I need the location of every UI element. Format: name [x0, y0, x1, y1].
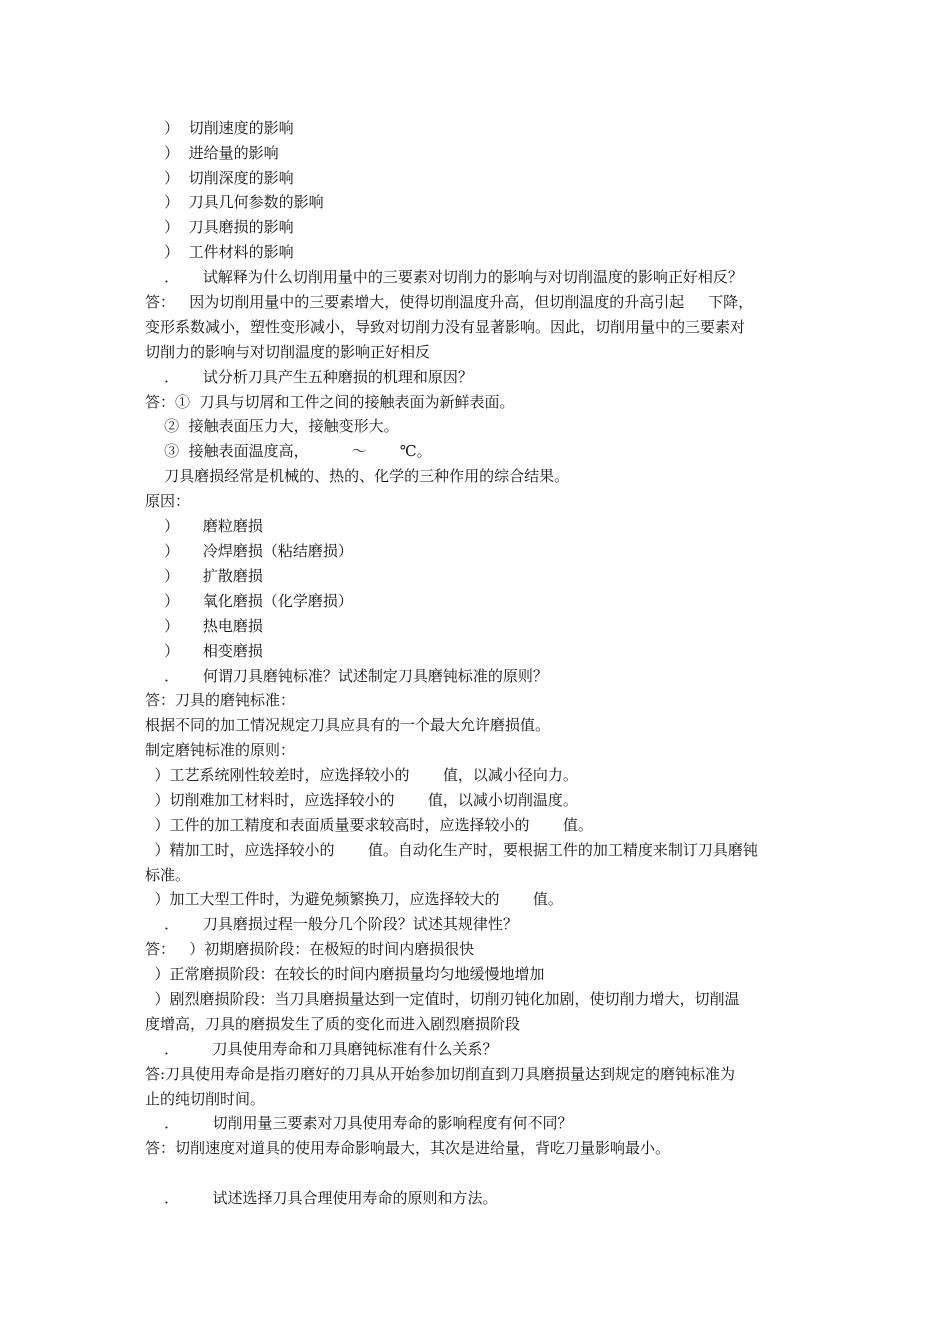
text-line: 切削力的影响与对切削温度的影响正好相反	[145, 343, 431, 361]
text-line: ． 刀具使用寿命和刀具磨钝标准有什么关系？	[145, 1040, 498, 1058]
text-line: ）剧烈磨损阶段：当刀具磨损量达到一定值时，切削刃钝化加剧，使切削力增大，切削温	[145, 990, 740, 1008]
text-line: 答： 因为切削用量中的三要素增大，使得切削温度升高，但切削温度的升高引起 下降，	[145, 293, 754, 311]
text-line: 原因：	[145, 492, 191, 510]
text-line: 度增高，刀具的磨损发生了质的变化而进入剧烈磨损阶段	[145, 1015, 521, 1033]
text-line: ） 工件材料的影响	[145, 243, 294, 261]
text-line: ） 热电磨损	[145, 617, 263, 635]
text-line: ） 切削速度的影响	[145, 119, 294, 137]
text-line: 答： ）初期磨损阶段：在极短的时间内磨损很快	[145, 940, 475, 958]
text-line: 根据不同的加工情况规定刀具应具有的一个最大允许磨损值。	[145, 716, 551, 734]
text-line: 标准。	[145, 866, 191, 884]
text-line: ）工艺系统刚性较差时，应选择较小的 值，以减小径向力。	[145, 766, 578, 784]
text-line: 制定磨钝标准的原则：	[145, 741, 296, 759]
text-line: ． 试述选择刀具合理使用寿命的原则和方法。	[145, 1189, 498, 1207]
text-line: ）工件的加工精度和表面质量要求较高时，应选择较小的 值。	[145, 816, 593, 834]
text-line: ． 何谓刀具磨钝标准？试述制定刀具磨钝标准的原则？	[145, 667, 548, 685]
text-line: ） 磨粒磨损	[145, 517, 263, 535]
text-line: 答：切削速度对道具的使用寿命影响最大，其次是进给量，背吃刀量影响最小。	[145, 1139, 671, 1157]
text-line: ③ 接触表面温度高， ～ ℃。	[145, 442, 432, 460]
text-line: 刀具磨损经常是机械的、热的、化学的三种作用的综合结果。	[145, 467, 570, 485]
text-line: ． 试解释为什么切削用量中的三要素对切削力的影响与对切削温度的影响正好相反？	[145, 268, 743, 286]
text-line: 答：① 刀具与切屑和工件之间的接触表面为新鲜表面。	[145, 393, 515, 411]
text-line: ） 氧化磨损（化学磨损）	[145, 592, 353, 610]
text-line: ） 刀具几何参数的影响	[145, 193, 324, 211]
text-line: ）正常磨损阶段：在较长的时间内磨损量均匀地缓慢地增加	[145, 965, 545, 983]
text-line: ） 冷焊磨损（粘结磨损）	[145, 542, 353, 560]
text-line: 止的纯切削时间。	[145, 1090, 266, 1108]
text-line: ② 接触表面压力大，接触变形大。	[145, 417, 399, 435]
text-line: ． 刀具磨损过程一般分几个阶段？试述其规律性？	[145, 915, 518, 933]
text-line: ） 相变磨损	[145, 642, 263, 660]
text-line: ） 切削深度的影响	[145, 169, 294, 187]
text-line: ）精加工时，应选择较小的 值。自动化生产时，要根据工件的加工精度来制订刀具磨钝	[145, 841, 758, 859]
text-line: ） 进给量的影响	[145, 144, 279, 162]
text-line: ）加工大型工件时，为避免频繁换刀，应选择较大的 值。	[145, 890, 563, 908]
text-line: ） 刀具磨损的影响	[145, 218, 294, 236]
text-line: 答:刀具使用寿命是指刃磨好的刀具从开始参加切削直到刀具磨损量达到规定的磨钝标准为	[145, 1065, 736, 1083]
text-line: 答：刀具的磨钝标准：	[145, 691, 296, 709]
text-line: ）切削难加工材料时，应选择较小的 值，以减小切削温度。	[145, 791, 578, 809]
text-line: ． 试分析刀具产生五种磨损的机理和原因？	[145, 368, 473, 386]
text-line: ． 切削用量三要素对刀具使用寿命的影响程度有何不同？	[145, 1114, 573, 1132]
text-line: 变形系数减小，塑性变形减小，导致对切削力没有显著影响。因此，切削用量中的三要素对	[145, 318, 746, 336]
text-line: ） 扩散磨损	[145, 567, 263, 585]
